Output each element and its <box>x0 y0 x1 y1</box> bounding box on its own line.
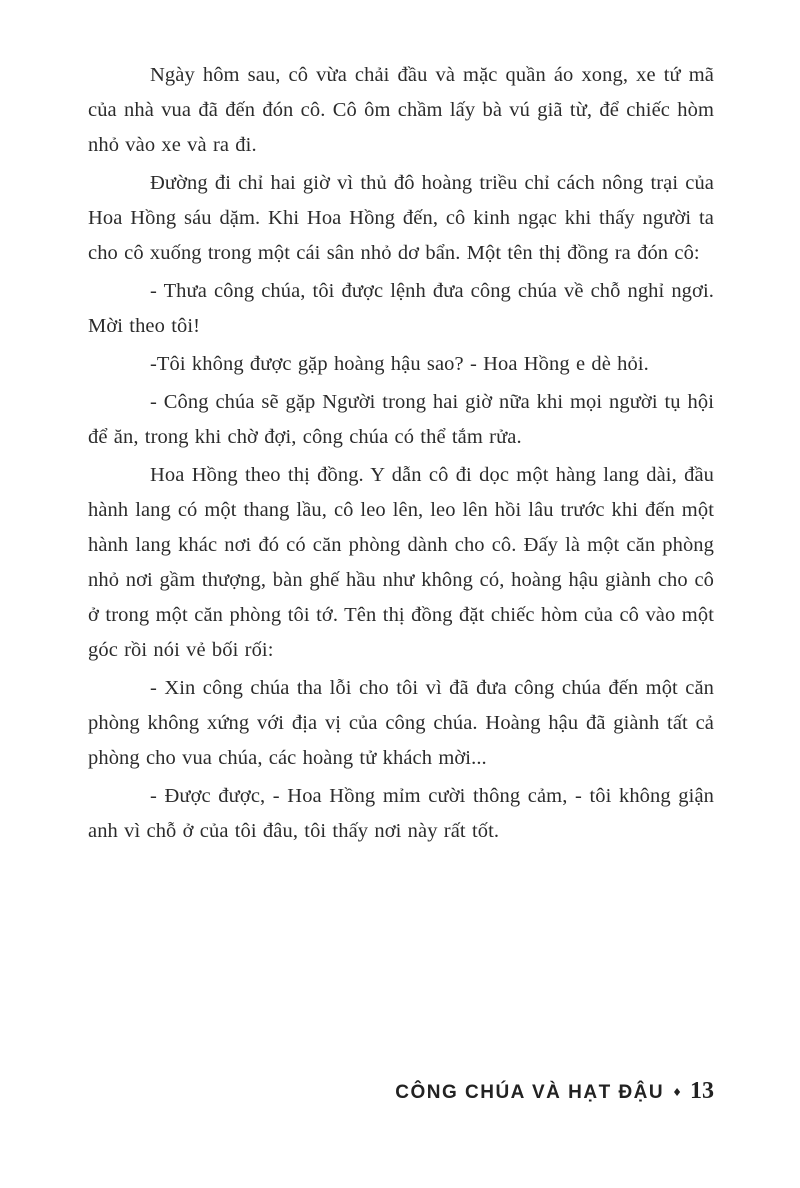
paragraph: - Công chúa sẽ gặp Người trong hai giờ nữa khi mọi người tụ hội để ăn, trong khi chờ đợi, công chúa có thể tắm rửa. <box>88 391 714 448</box>
page-footer <box>395 1078 714 1105</box>
text-block <box>88 58 714 852</box>
footer-page-number: 13 <box>690 1078 714 1104</box>
paragraph: Ngày hôm sau, cô vừa chải đầu và mặc quần áo xong, xe tứ mã của nhà vua đã đến đón cô. Cô ôm chầm lấy bà vú giã từ, để chiếc hòm nhỏ vào xe và ra đi. <box>88 64 714 156</box>
paragraph: Hoa Hồng theo thị đồng. Y dẫn cô đi dọc một hàng lang dài, đầu hành lang có một thang lầu, cô leo lên, leo lên hồi lâu trước khi đến một hành lang khác nơi đó có căn phòng dành cho cô. Đấy là một căn phòng nhỏ nơi gầm thượng, bàn ghế hầu như không có, hoàng hậu giành cho cô ở trong một căn phòng tôi tớ. Tên thị đồng đặt chiếc hòm của cô vào một góc rồi nói vẻ bối rối: <box>88 464 714 661</box>
diamond-separator-icon: ♦ <box>672 1086 682 1099</box>
paragraph: Đường đi chỉ hai giờ vì thủ đô hoàng triều chỉ cách nông trại của Hoa Hồng sáu dặm. Khi Hoa Hồng đến, cô kinh ngạc khi thấy người ta cho cô xuống trong một cái sân nhỏ dơ bẩn. Một tên thị đồng ra đón cô: <box>88 172 714 264</box>
paragraph: - Được được, - Hoa Hồng mỉm cười thông cảm, - tôi không giận anh vì chỗ ở của tôi đâu, tôi thấy nơi này rất tốt. <box>88 785 714 842</box>
paragraph: - Xin công chúa tha lỗi cho tôi vì đã đưa công chúa đến một căn phòng không xứng với địa vị của công chúa. Hoàng hậu đã giành tất cả phòng cho vua chúa, các hoàng tử khách mời... <box>88 677 714 769</box>
paragraph: - Thưa công chúa, tôi được lệnh đưa công chúa về chỗ nghỉ ngơi. Mời theo tôi! <box>88 280 714 337</box>
footer-book-title: CÔNG CHÚA VÀ HẠT ĐẬU <box>395 1082 665 1103</box>
paragraph: -Tôi không được gặp hoàng hậu sao? - Hoa Hồng e dè hỏi. <box>150 353 649 375</box>
